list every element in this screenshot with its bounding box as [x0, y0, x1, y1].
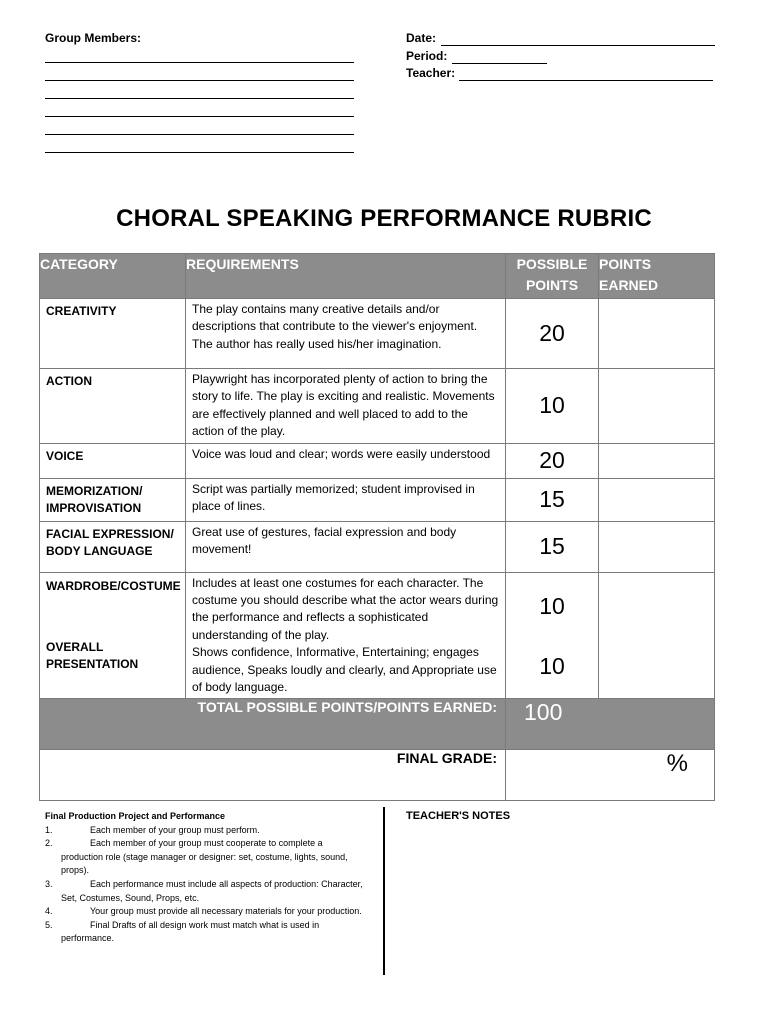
- header-category: CATEGORY: [40, 254, 186, 299]
- teacher-label: Teacher:: [406, 66, 456, 80]
- group-member-line-6[interactable]: [45, 152, 354, 153]
- category-cell: [40, 572, 186, 699]
- total-row: [40, 699, 715, 750]
- table-row: [40, 299, 715, 369]
- vertical-divider: [383, 807, 385, 975]
- points-earned-cell[interactable]: [599, 521, 715, 572]
- points-earned-cell[interactable]: [599, 369, 715, 444]
- requirement-wardrobe: Includes at least one costumes for each character. The costume you should describe what the actor wears during the performance and reflects a sophisticated understanding of the play.: [192, 575, 499, 642]
- requirement-cell: Script was partially memorized; student improvised in place of lines.: [186, 478, 506, 521]
- table-row: [40, 478, 715, 521]
- table-row: [40, 572, 715, 699]
- teacher-notes-label: TEACHER'S NOTES: [406, 810, 511, 822]
- points-wardrobe: 10: [539, 592, 565, 619]
- total-label: TOTAL POSSIBLE POINTS/POINTS EARNED:: [40, 699, 506, 750]
- list-item: 4. Your group must provide all necessary materials for your production.: [45, 906, 362, 917]
- total-points: 100: [506, 699, 715, 750]
- period-line[interactable]: [452, 63, 547, 64]
- final-grade-field[interactable]: %: [506, 750, 715, 801]
- requirement-cell: Great use of gestures, facial expression and body movement!: [186, 521, 506, 572]
- table-row: [40, 521, 715, 572]
- category-cell: ACTION: [40, 369, 186, 444]
- page-title: CHORAL SPEAKING PERFORMANCE RUBRIC: [116, 205, 652, 232]
- requirement-cell: [186, 572, 506, 699]
- final-grade-label: FINAL GRADE:: [40, 750, 506, 801]
- header-possible-points: POSSIBLE POINTS: [506, 254, 599, 299]
- date-line[interactable]: [441, 45, 715, 46]
- requirement-cell: Voice was loud and clear; words were easily understood: [186, 443, 506, 478]
- table-header-row: [40, 254, 715, 299]
- possible-points-cell: 10: [506, 369, 599, 444]
- possible-points-cell: 15: [506, 521, 599, 572]
- category-cell: MEMORIZATION/ IMPROVISATION: [40, 478, 186, 521]
- requirement-overall: Shows confidence, Informative, Entertaining; engages audience, Speaks loudly and clearly, and Appropriate use of body language.: [192, 645, 497, 695]
- requirement-cell: Playwright has incorporated plenty of action to bring the story to life. The play is exciting and realistic. Movements are effectively planned and well placed to add to the action of the play.: [186, 369, 506, 444]
- points-earned-cell[interactable]: [599, 572, 715, 699]
- project-notes: [45, 810, 365, 946]
- list-item: 3. Each performance must include all aspects of production: Character, Set, Costumes, Sound, Props, etc.: [45, 878, 363, 903]
- category-cell: FACIAL EXPRESSION/ BODY LANGUAGE: [40, 521, 186, 572]
- points-earned-cell[interactable]: [599, 478, 715, 521]
- points-earned-cell[interactable]: [599, 299, 715, 369]
- list-item: 5. Final Drafts of all design work must match what is used in performance.: [45, 919, 320, 944]
- table-row: [40, 369, 715, 444]
- requirement-cell: The play contains many creative details and/or descriptions that contribute to the viewer's enjoyment. The author has really used his/her imagination.: [186, 299, 506, 369]
- possible-points-cell: 20: [506, 443, 599, 478]
- possible-points-cell: 15: [506, 478, 599, 521]
- possible-points-cell: 20: [506, 299, 599, 369]
- date-label: Date:: [406, 31, 437, 45]
- header-points-earned: POINTS EARNED: [599, 254, 715, 299]
- rubric-table: [39, 253, 715, 801]
- points-overall: 10: [539, 652, 565, 679]
- category-cell: CREATIVITY: [40, 299, 186, 369]
- final-grade-row: [40, 750, 715, 801]
- period-label: Period:: [406, 49, 448, 63]
- possible-points-cell: [506, 572, 599, 699]
- group-member-line-5[interactable]: [45, 134, 354, 135]
- category-cell: VOICE: [40, 443, 186, 478]
- group-member-line-4[interactable]: [45, 116, 354, 117]
- group-members-label: Group Members:: [45, 31, 142, 45]
- group-member-line-3[interactable]: [45, 98, 354, 99]
- group-member-line-1[interactable]: [45, 62, 354, 63]
- table-row: [40, 443, 715, 478]
- list-item: 1. Each member of your group must perform.: [45, 824, 260, 835]
- category-wardrobe: WARDROBE/COSTUME: [46, 578, 181, 593]
- header-requirements: REQUIREMENTS: [186, 254, 506, 299]
- category-overall: OVERALL PRESENTATION: [46, 639, 139, 671]
- teacher-line[interactable]: [459, 80, 713, 81]
- points-earned-cell[interactable]: [599, 443, 715, 478]
- list-item: 2. Each member of your group must cooperate to complete a production role (stage manager or designer: set, costume, lights, sound, props).: [45, 838, 348, 876]
- group-member-line-2[interactable]: [45, 80, 354, 81]
- project-notes-title: Final Production Project and Performance: [45, 811, 226, 821]
